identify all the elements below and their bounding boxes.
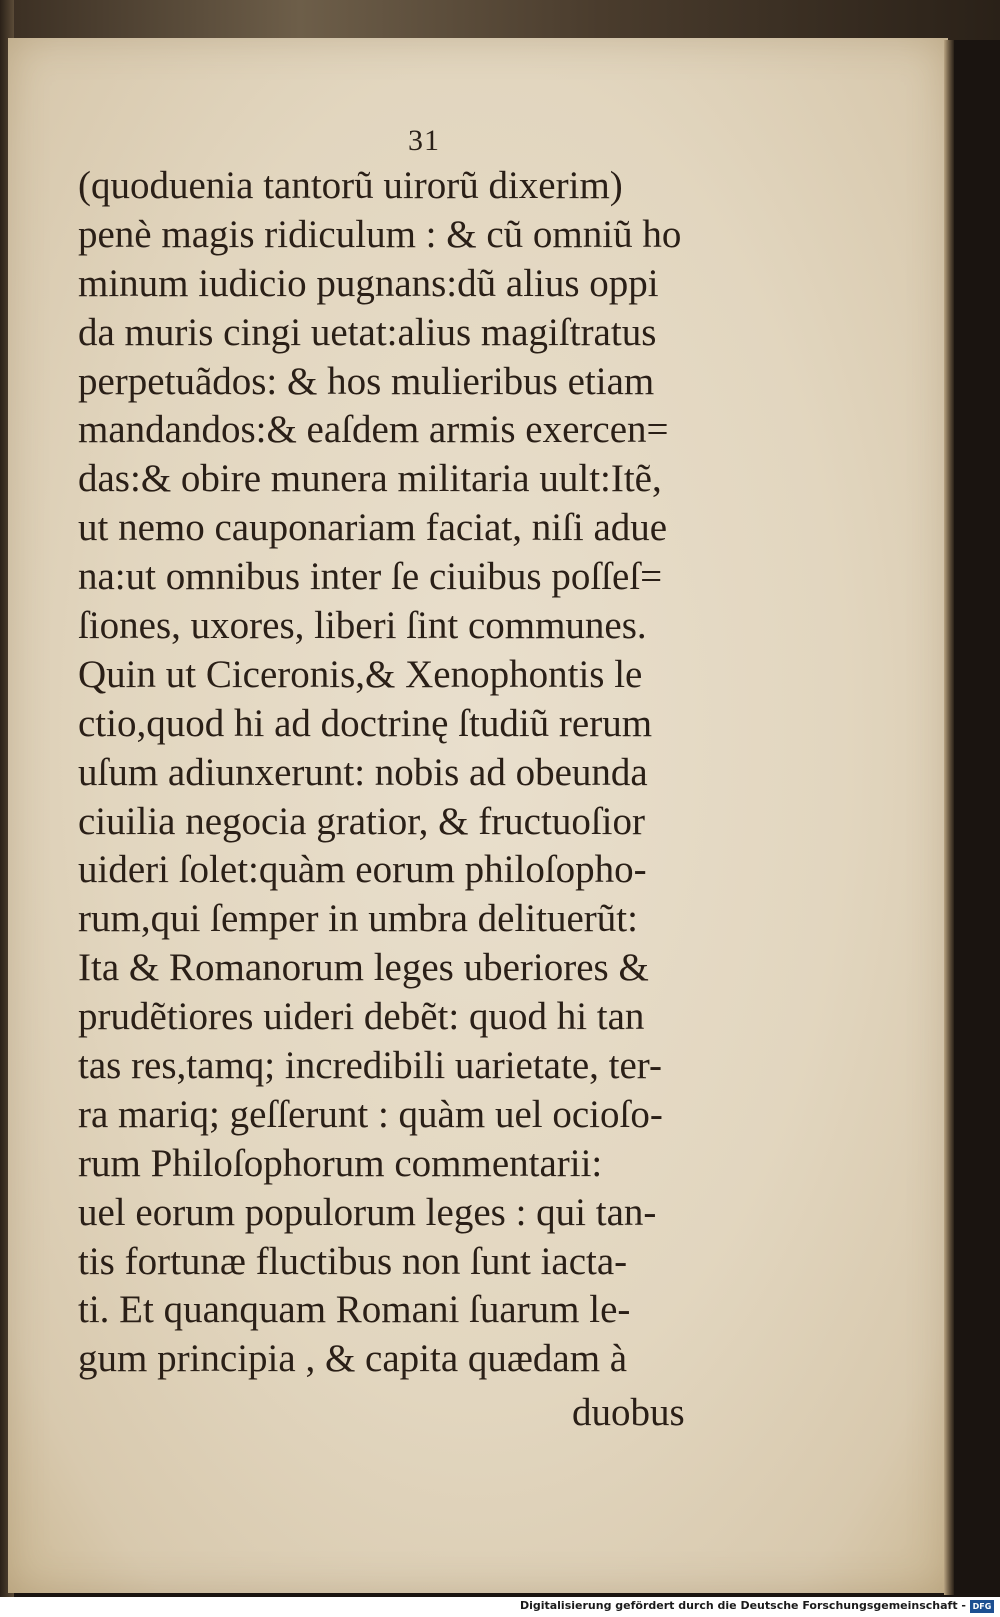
text-line: gum principia , & capita quædam à: [78, 1337, 628, 1381]
text-line: na:ut omnibus inter ſe ciuibus poſſeſ=: [78, 555, 663, 599]
page-right-edge: [944, 40, 954, 1595]
text-line: ſiones, uxores, liberi ſint communes.: [78, 604, 647, 648]
text-line: ut nemo cauponariam faciat, niſi adue: [78, 506, 668, 550]
text-line: tis fortunæ fluctibus non ſunt iacta-: [78, 1239, 628, 1283]
text-line: penè magis ridiculum : & cũ omniũ ho: [78, 212, 682, 256]
text-line: minum iudicio pugnans:dũ alius oppi: [78, 261, 659, 305]
text-line: rum,qui ſemper in umbra delituerũt:: [78, 897, 638, 941]
text-line: uel eorum populorum leges : qui tan-: [78, 1190, 657, 1234]
footer-bar: [0, 1597, 1000, 1617]
page-number: 31: [408, 124, 440, 157]
text-line: da muris cingi uetat:alius magiſtratus: [78, 310, 657, 354]
funding-credit: Digitalisierung gefördert durch die Deutsche Forschungsgemeinschaft -: [519, 1599, 966, 1612]
book-top-edge: [0, 0, 1000, 40]
text-line: Quin ut Ciceronis,& Xenophontis le: [78, 652, 643, 696]
text-line: (quoduenia tantorũ uirorũ dixerim): [78, 164, 623, 207]
text-line: Ita & Romanorum leges uberiores &: [78, 946, 649, 990]
text-line: das:& obire munera militaria uult:Itẽ,: [78, 457, 662, 501]
text-line: ra mariq; geſſerunt : quàm uel ocioſo-: [78, 1092, 663, 1136]
text-line: ti. Et quanquam Romani ſuarum le-: [78, 1288, 631, 1332]
dfg-logo: DFG: [970, 1600, 994, 1613]
text-line: tas res,tamq; incredibili uarietate, ter-: [78, 1044, 662, 1088]
text-line: perpetuãdos: & hos mulieribus etiam: [78, 359, 655, 403]
text-line: uideri ſolet:quàm eorum philoſopho-: [78, 848, 647, 892]
text-line: mandandos:& eaſdem armis exercen=: [78, 408, 669, 452]
catchword: duobus: [572, 1391, 685, 1434]
page-text-block: [78, 162, 768, 1384]
text-line: rum Philoſophorum commentarii:: [78, 1141, 603, 1185]
text-line: uſum adiunxerunt: nobis ad obeunda: [78, 750, 648, 794]
text-line: ctio,quod hi ad doctrinę ſtudiũ rerum: [78, 701, 653, 745]
text-line: prudẽtiores uideri debẽt: quod hi tan: [78, 995, 645, 1039]
text-line: ciuilia negocia gratior, & fructuoſior: [78, 799, 645, 843]
